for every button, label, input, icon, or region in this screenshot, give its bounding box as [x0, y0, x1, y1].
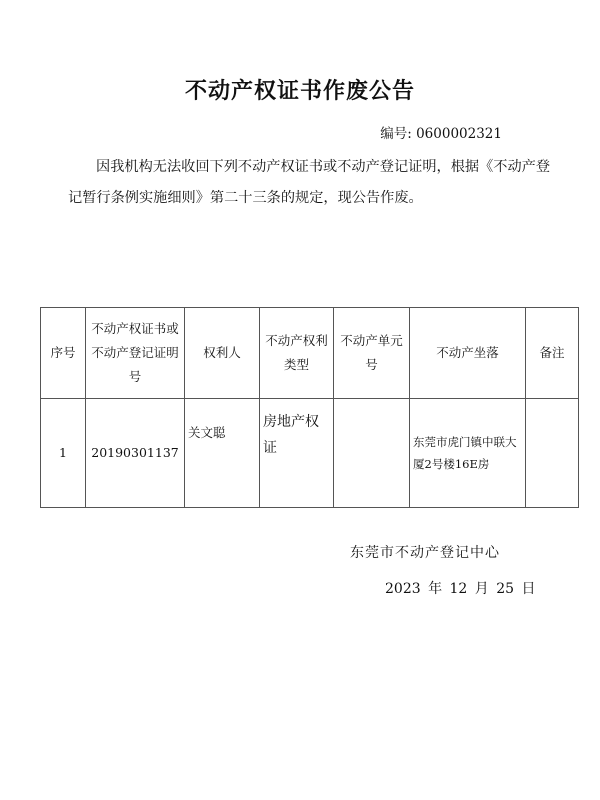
- document-number: [380, 122, 502, 142]
- document-number-label: 编号:: [380, 126, 412, 142]
- header-certificate-number: 不动产权证书或不动产登记证明号: [86, 308, 185, 399]
- header-unit-number: 不动产单元号: [334, 308, 410, 399]
- cell-certificate-number: 20190301137: [86, 399, 185, 508]
- notice-title: 不动产权证书作废公告: [184, 79, 415, 104]
- issue-date: 2023 年 12 月 25 日: [385, 581, 536, 597]
- table-row: [41, 399, 579, 508]
- header-right-type: 不动产权利类型: [260, 308, 334, 399]
- cell-unit-number: [334, 399, 410, 508]
- header-remarks: 备注: [526, 308, 579, 399]
- void-certificate-table: [40, 307, 579, 508]
- notice-body: 因我机构无法收回下列不动产权证书或不动产登记证明，根据《不动产登记暂行条例实施细则》第二十三条的规定，现公告作废。: [68, 159, 551, 206]
- table-header-row: [41, 308, 579, 399]
- issuing-authority: 东莞市不动产登记中心: [350, 545, 500, 561]
- cell-owner: 关文聪: [185, 399, 260, 508]
- cell-location: 东莞市虎门镇中联大厦2号楼16E房: [410, 399, 526, 508]
- cell-remarks: [526, 399, 579, 508]
- header-owner: 权利人: [185, 308, 260, 399]
- document-number-value: 0600002321: [416, 126, 502, 142]
- header-location: 不动产坐落: [410, 308, 526, 399]
- cell-right-type: 房地产权证: [260, 399, 334, 508]
- cell-index: 1: [41, 399, 86, 508]
- header-index: 序号: [41, 308, 86, 399]
